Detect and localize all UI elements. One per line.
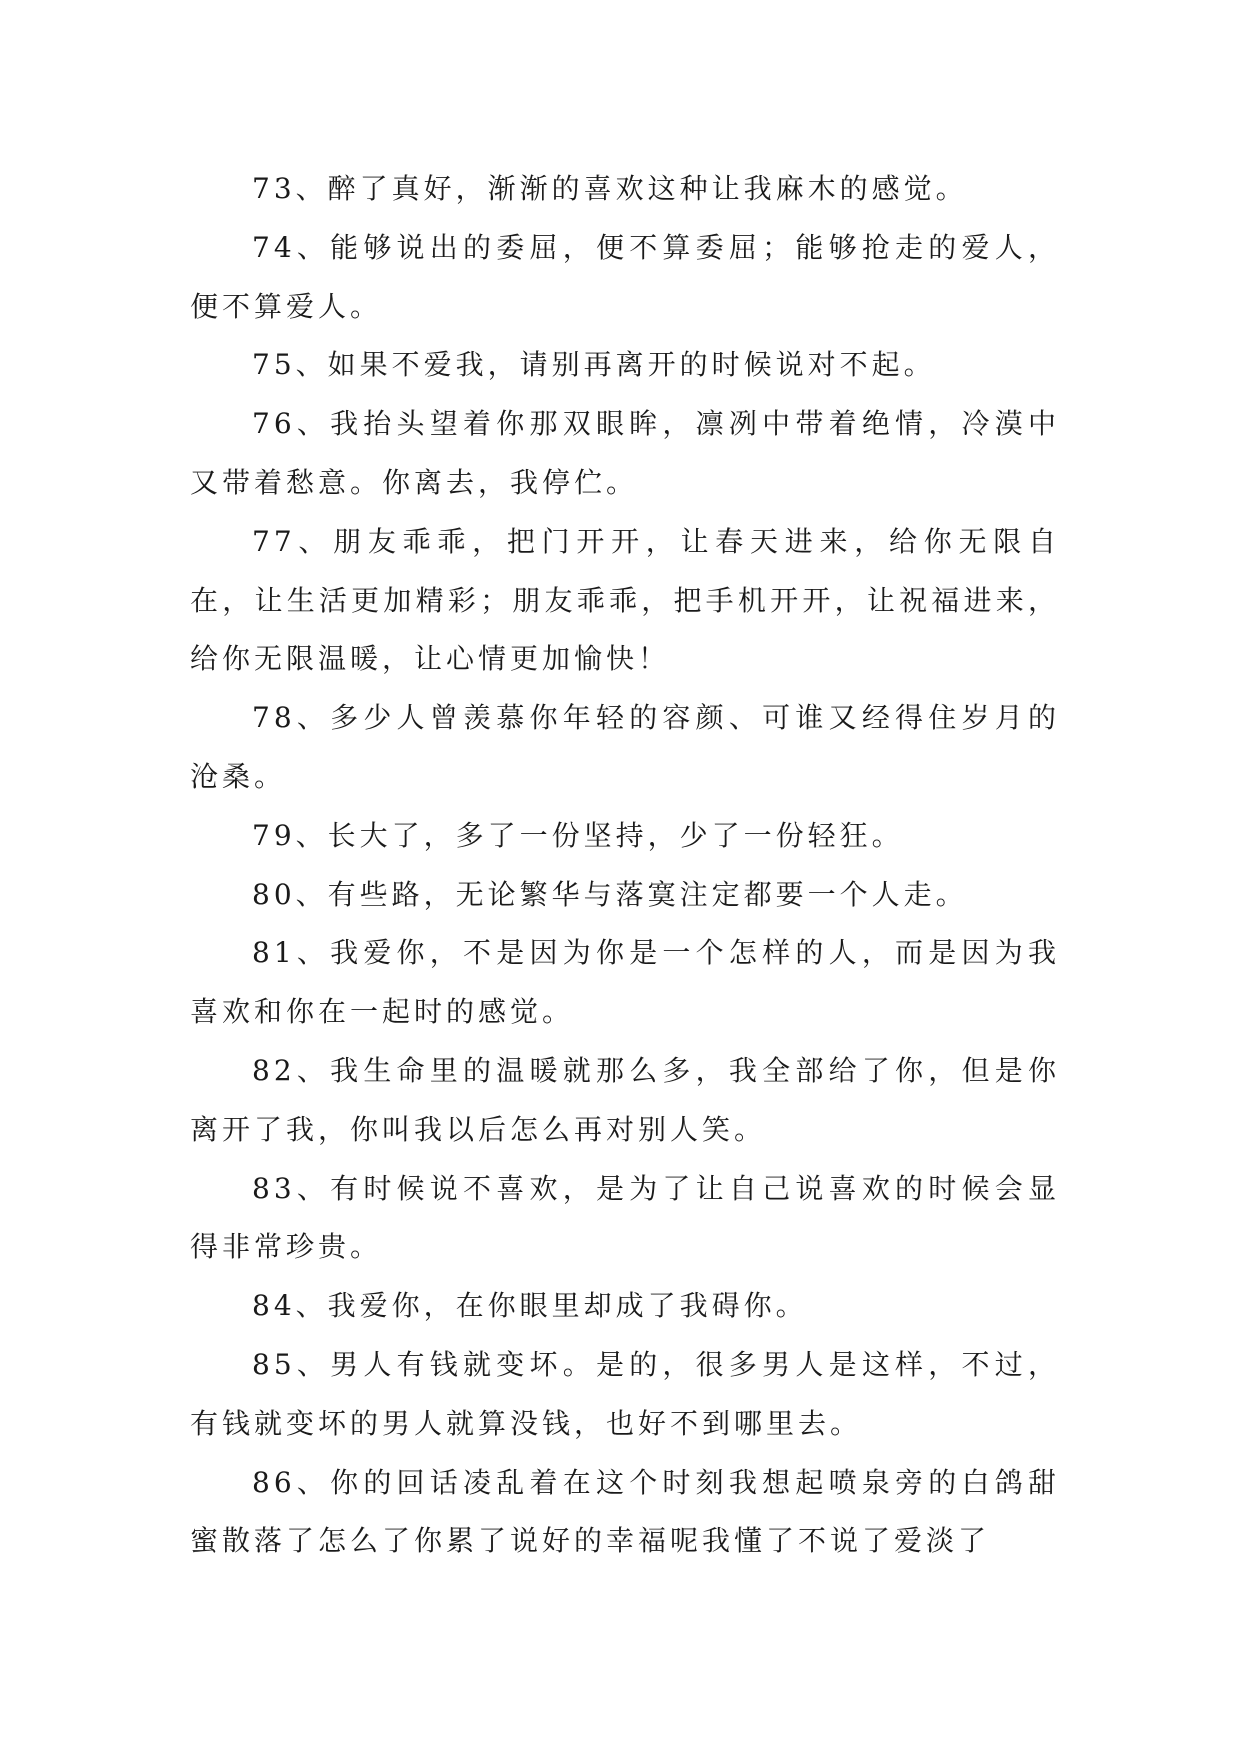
document-body: [190, 160, 1060, 1571]
paragraph-79: 79、长大了，多了一份坚持，少了一份轻狂。: [252, 818, 904, 852]
paragraph-74: 74、能够说出的委屈，便不算委屈；能够抢走的爱人，便不算爱人。: [190, 230, 1060, 323]
paragraph-80: 80、有些路，无论繁华与落寞注定都要一个人走。: [252, 877, 968, 911]
paragraph-86: 86、你的回话凌乱着在这个时刻我想起喷泉旁的白鸽甜蜜散落了怎么了你累了说好的幸福呢我懂了不说了爱淡了: [190, 1465, 1060, 1558]
paragraph-76: 76、我抬头望着你那双眼眸，凛冽中带着绝情，冷漠中又带着愁意。你离去，我停伫。: [190, 407, 1060, 499]
paragraph-82: 82、我生命里的温暖就那么多，我全部给了你，但是你离开了我，你叫我以后怎么再对别人笑。: [190, 1053, 1060, 1146]
paragraph-75: 75、如果不爱我，请别再离开的时候说对不起。: [252, 348, 936, 382]
paragraph-83: 83、有时候说不喜欢，是为了让自己说喜欢的时候会显得非常珍贵。: [190, 1171, 1060, 1264]
paragraph-73: 73、醉了真好，渐渐的喜欢这种让我麻木的感觉。: [252, 172, 968, 205]
paragraph-78: 78、多少人曾羡慕你年轻的容颜、可谁又经得住岁月的沧桑。: [190, 701, 1060, 793]
paragraph-84: 84、我爱你，在你眼里却成了我碍你。: [252, 1289, 808, 1323]
paragraph-77: 77、朋友乖乖，把门开开，让春天进来，给你无限自在，让生活更加精彩；朋友乖乖，把手机开开，让祝福进来，给你无限温暖，让心情更加愉快！: [190, 524, 1060, 676]
paragraph-85: 85、男人有钱就变坏。是的，很多男人是这样，不过，有钱就变坏的男人就算没钱，也好不到哪里去。: [190, 1347, 1060, 1440]
paragraph-81: 81、我爱你，不是因为你是一个怎样的人，而是因为我喜欢和你在一起时的感觉。: [190, 936, 1060, 1029]
